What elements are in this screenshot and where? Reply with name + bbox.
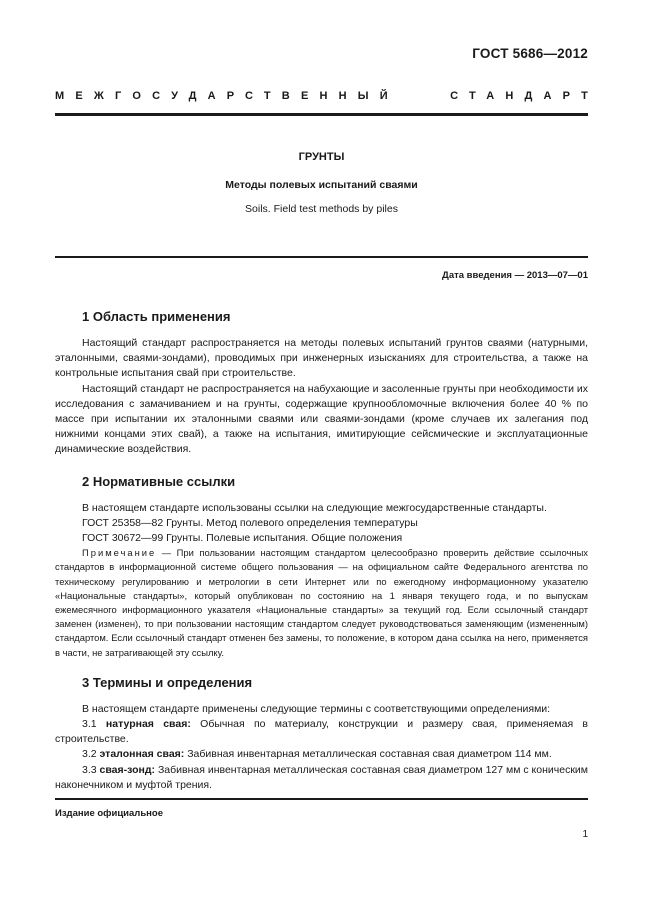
- footer-divider: [55, 798, 588, 800]
- note-label: Примечание: [82, 547, 157, 559]
- paragraph: В настоящем стандарте использованы ссылки на следующие межгосударственные стандарты.: [82, 501, 547, 514]
- edition-label: Издание официальное: [55, 808, 163, 819]
- term-definition: [55, 763, 588, 793]
- section-heading: 3 Термины и определения: [82, 674, 253, 690]
- document-body: [55, 308, 588, 793]
- document-title: ГРУНТЫ: [298, 151, 345, 163]
- document-subtitle-ru: Методы полевых испытаний сваями: [225, 179, 418, 191]
- page-number: 1: [582, 829, 588, 840]
- reference-item: ГОСТ 25358—82 Грунты. Метод полевого определения температуры: [82, 516, 418, 529]
- section-scope: [55, 308, 588, 458]
- document-subtitle-en: Soils. Field test methods by piles: [245, 203, 398, 215]
- paragraph: Настоящий стандарт не распространяется на набухающие и засоленные грунты при необходимости их исследования с замачиванием и на грунты, содержащие крупнообломочные включения более 40 % по массе при испытании их эталонными сваями или сваями-зондами (кроме случаев их залегания под нижними концами этих свай), а также на испытания, имитирующие сейсмические и эксплуатационные динамические воздействия.: [55, 382, 588, 456]
- term-number: 3.2: [82, 748, 100, 761]
- note-paragraph: [55, 546, 588, 660]
- title-divider: [55, 256, 588, 258]
- term-number: 3.3: [82, 763, 100, 776]
- section-terms-definitions: [55, 674, 588, 793]
- doc-number: ГОСТ 5686—2012: [472, 46, 588, 61]
- term-text: Забивная инвентарная металлическая составная свая диаметром 127 мм с коническим наконечником и муфтой трения.: [55, 763, 588, 791]
- note-text: — При пользовании настоящим стандартом целесообразно проверить действие ссылочных стандартов в информационной системе общего пользования — на официальном сайте Федерального агентства по техническому регулированию и метрологии в сети Интернет или по ежегодному информационному указателю «Национальные стандарты», который опубликован по состоянию на 1 января текущего года, и по выпускам ежемесячного информационного указателя «Национальные стандарты» за текущий год. Если ссылочный стандарт заменен (изменен), то при пользовании настоящим стандартом следует руководствоваться заменяющим (измененным) стандартом. Если ссылочный стандарт отменен без замены, то положение, в котором дана ссылка на него, применяется в части, не затрагивающей эту ссылку.: [55, 547, 588, 658]
- paragraph: В настоящем стандарте применены следующие термины с соответствующими определениями:: [82, 702, 551, 715]
- standard-word-standard: СТАНДАРТ: [450, 90, 599, 102]
- term-definition: [55, 747, 588, 762]
- term-name: натурная свая:: [105, 718, 191, 731]
- term-number: 3.1: [82, 718, 106, 731]
- reference-item: ГОСТ 30672—99 Грунты. Полевые испытания. Общие положения: [82, 532, 403, 545]
- intro-date: Дата введения — 2013—07—01: [442, 270, 588, 281]
- term-text: Забивная инвентарная металлическая составная свая диаметром 114 мм.: [184, 748, 552, 761]
- term-name: эталонная свая:: [99, 748, 185, 761]
- term-text: Обычная по материалу, конструкции и размеру свая, применяемая в строительстве.: [55, 718, 589, 746]
- section-normative-references: [55, 473, 588, 660]
- header-divider: [55, 113, 588, 116]
- section-heading: 2 Нормативные ссылки: [82, 473, 236, 489]
- standard-type-heading: [55, 90, 599, 102]
- term-definition: [55, 717, 588, 747]
- section-heading: 1 Область применения: [82, 309, 231, 324]
- term-name: свая-зонд:: [99, 763, 156, 776]
- standard-word-interstate: МЕЖГОСУДАРСТВЕННЫЙ: [55, 90, 399, 102]
- paragraph: Настоящий стандарт распространяется на методы полевых испытаний грунтов сваями (натурными, эталонными, сваями-зондами), проводимых при инженерных изысканиях для строительства, а также на контрольные испытания свай при строительстве.: [55, 337, 588, 380]
